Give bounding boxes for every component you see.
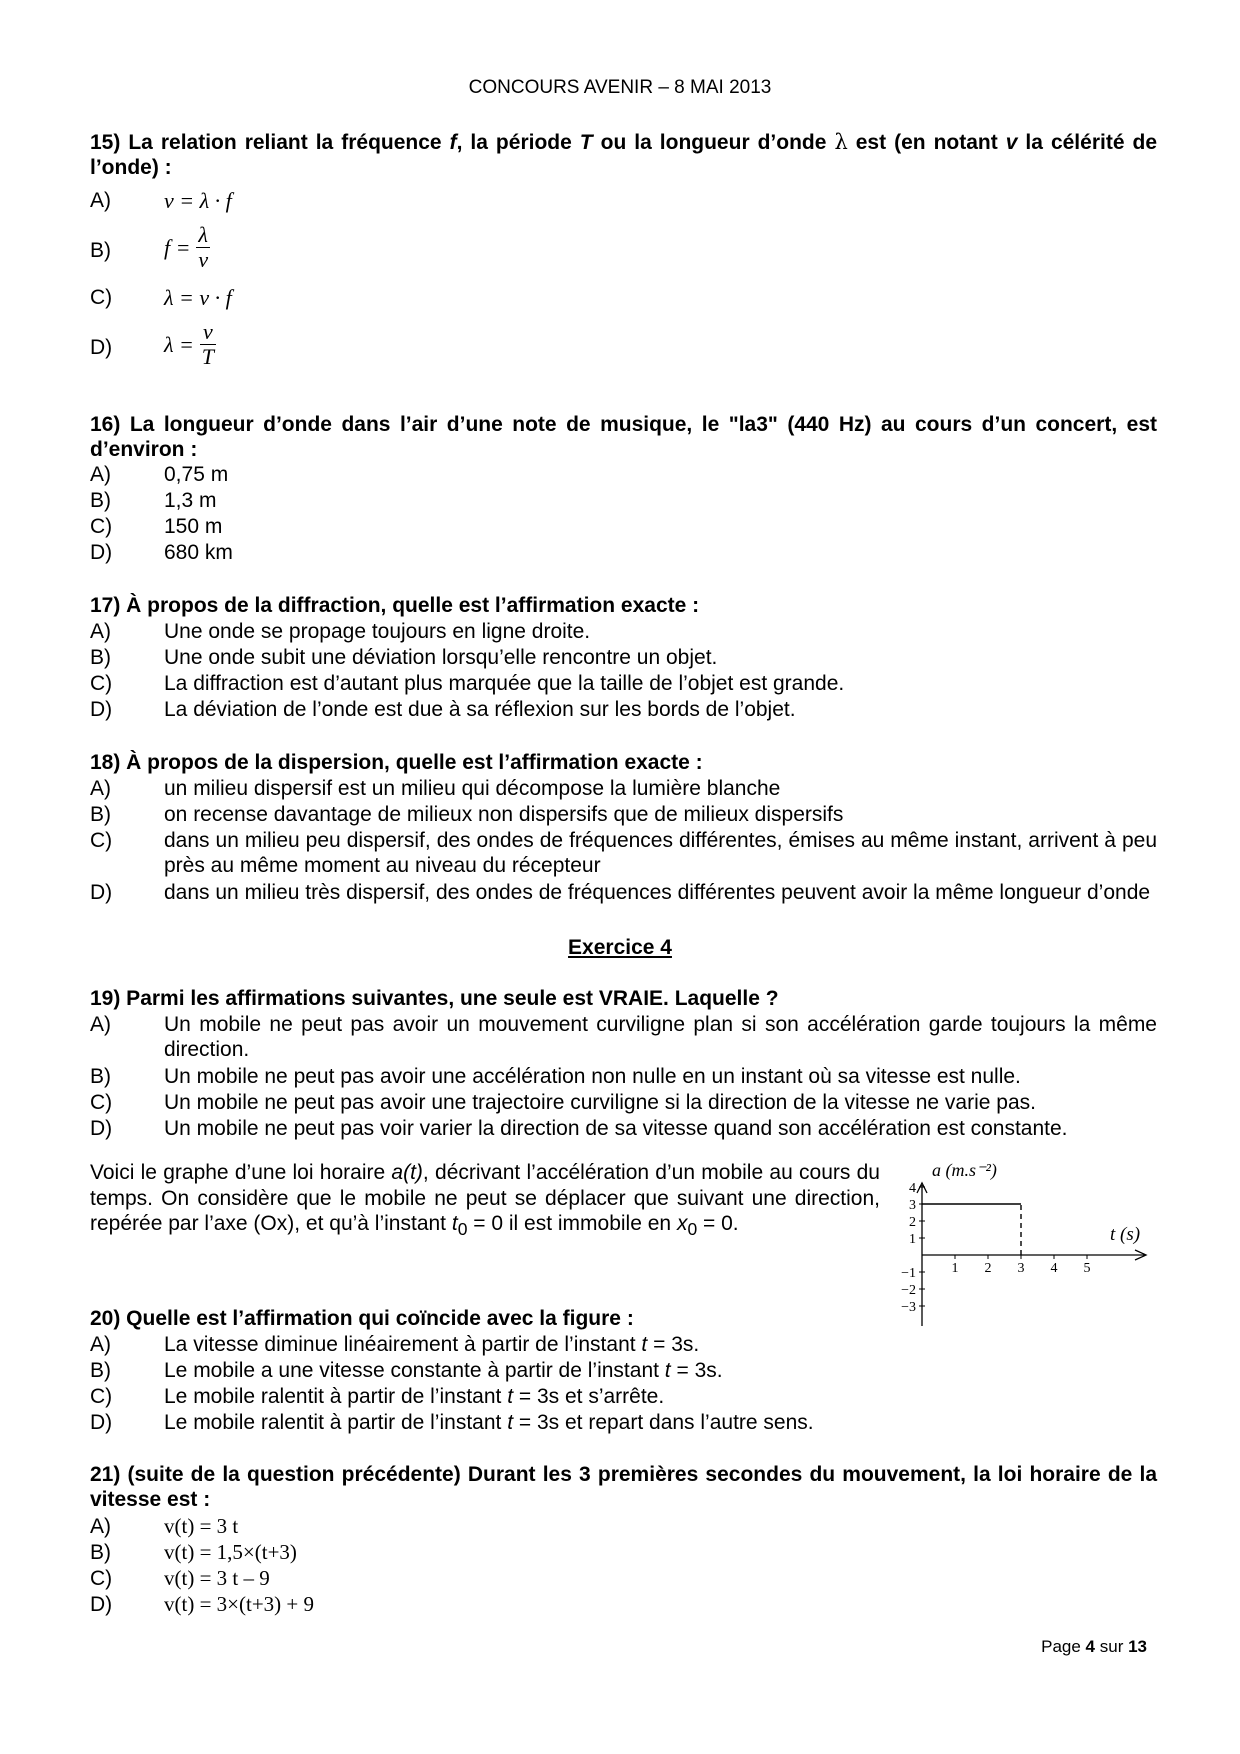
graph-series [922,1204,1021,1255]
exercise-title: Exercice 4 [568,936,672,959]
y-tick-label: 1 [909,1232,916,1247]
y-tick-label: 2 [909,1215,916,1230]
fraction-v-over-T: $\frac{v}{T}$ [201,319,214,369]
x-tick-label: 2 [984,1261,992,1276]
y-tick-label: −3 [901,1300,916,1315]
x-tick-label: 3 [1017,1261,1025,1276]
question-21: 21) (suite de la question précédente) Durant les 3 premières secondes du mouvement, la loi horaire de la vitesse est : [90,1463,1157,1511]
q15-option-b[interactable]: B) f = $\frac{\lambda}{v}$ [90,222,209,272]
q15-option-d[interactable]: D) λ = $\frac{v}{T}$ [90,319,214,369]
acceleration-graph [880,1160,1170,1345]
y-axis-label: a (m.s⁻²) [932,1160,997,1180]
y-tick-label: 3 [909,1198,916,1213]
page-header: CONCOURS AVENIR – 8 MAI 2013 [468,77,772,98]
question-18: 18) À propos de la dispersion, quelle est l’affirmation exacte : [90,751,703,774]
question-20: 20) Quelle est l’affirmation qui coïncide avec la figure : [90,1307,634,1330]
question-19: 19) Parmi les affirmations suivantes, une seule est VRAIE. Laquelle ? [90,987,779,1010]
x-tick-label: 5 [1083,1261,1091,1276]
question-16: 16) La longueur d’onde dans l’air d’une note de musique, le "la3" (440 Hz) au cours d’un concert, est d’environ : [90,413,1157,461]
x-axis-label: t (s) [1110,1224,1141,1245]
y-tick-label: 4 [909,1181,916,1196]
graph-intro-paragraph: Voici le graphe d’une loi horaire a(t), décrivant l’accélération d’un mobile au cours du temps. On considère que le mobile ne peut se déplacer que suivant une direction, repérée par l’axe (Ox), et qu’à l’instant $t_0 = 0$ il est immobile en $x_0 = 0$. [90,1161,880,1240]
fraction-lambda-over-v: $\frac{\lambda}{v}$ [198,222,209,272]
x-tick-label: 4 [1050,1261,1058,1276]
x-tick-label: 1 [951,1261,959,1276]
question-15: 15) La relation reliant la fréquence f, la période T ou la longueur d’onde λ est (en notant v la célérité de l’onde) : [90,130,1158,179]
y-tick-label: −2 [901,1283,916,1298]
page-footer: Page 4 sur 13 [1041,1637,1147,1656]
graph-ticks [901,1181,1090,1315]
y-tick-label: −1 [901,1266,916,1281]
question-17: 17) À propos de la diffraction, quelle est l’affirmation exacte : [90,594,700,617]
